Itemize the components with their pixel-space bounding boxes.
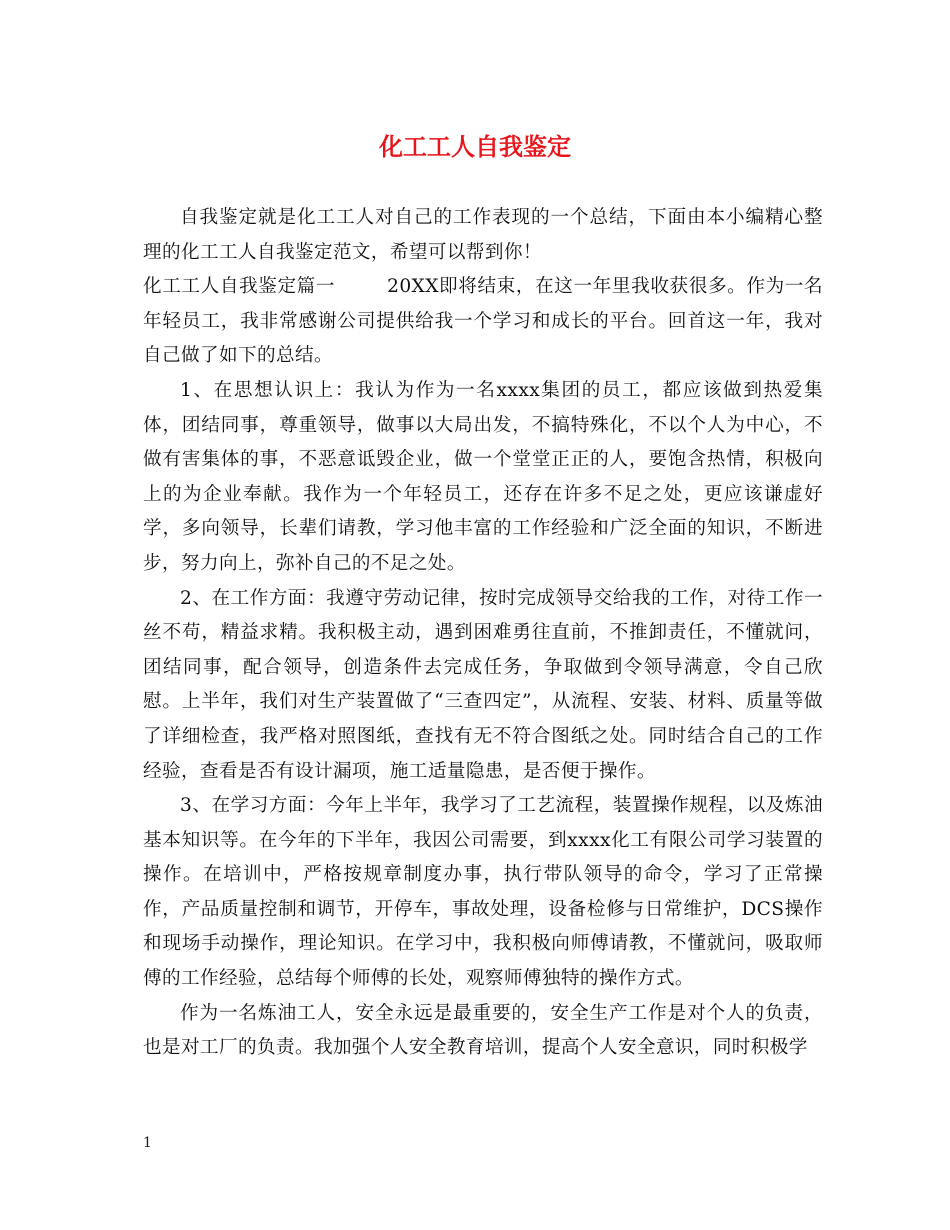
paragraph-work: 2、在工作方面：我遵守劳动记律，按时完成领导交给我的工作，对待工作一丝不苟，精益求精。我积极主动，遇到困难勇往直前，不推卸责任，不懂就问，团结同事，配合领导，创造条件去完成任务，争取做到令领导满意，令自己欣慰。上半年，我们对生产装置做了“三查四定”，从流程、安装、材料、质量等做了详细检查，我严格对照图纸，查找有无不符合图纸之处。同时结合自己的工作经验，查看是否有设计漏项，施工适量隐患，是否便于操作。: [143, 587, 823, 782]
section-heading: 化工工人自我鉴定篇一: [143, 276, 336, 298]
page-number: 1: [143, 1135, 152, 1151]
intro-paragraph: 自我鉴定就是化工工人对自己的工作表现的一个总结，下面由本小编精心整理的化工工人自我鉴定范文，希望可以帮到你！: [143, 207, 823, 263]
section-paragraph: [143, 270, 823, 374]
paragraph-thought: 1、在思想认识上：我认为作为一名xxxx集团的员工，都应该做到热爱集体，团结同事，尊重领导，做事以大局出发，不搞特殊化，不以个人为中心，不做有害集体的事，不恶意诋毁企业，做一个堂堂正正的人，要饱含热情，积极向上的为企业奉献。我作为一个年轻员工，还存在许多不足之处，更应该谦虚好学，多向领导，长辈们请教，学习他丰富的工作经验和广泛全面的知识，不断进步，努力向上，弥补自己的不足之处。: [143, 379, 823, 574]
section-opening: 20XX即将结束，在这一年里我收获很多。作为一名年轻员工，我非常感谢公司提供给我一个学习和成长的平台。回首这一年，我对自己做了如下的总结。: [143, 276, 823, 367]
document-body: [143, 201, 823, 1066]
paragraph-safety: 作为一名炼油工人，安全永远是最重要的，安全生产工作是对个人的负责，也是对工厂的负责。我加强个人安全教育培训，提高个人安全意识，同时积极学: [143, 1002, 823, 1059]
page-title: 化工工人自我鉴定: [379, 132, 571, 161]
paragraph-study: 3、在学习方面：今年上半年，我学习了工艺流程，装置操作规程，以及炼油基本知识等。在今年的下半年，我因公司需要，到xxxx化工有限公司学习装置的操作。在培训中，严格按规章制度办事，执行带队领导的命令，学习了正常操作，产品质量控制和调节，开停车，事故处理，设备检修与日常维护，DCS操作和现场手动操作，理论知识。在学习中，我积极向师傅请教，不懂就问，吸取师傅的工作经验，总结每个师傅的长处，观察师傅独特的操作方式。: [143, 795, 823, 990]
